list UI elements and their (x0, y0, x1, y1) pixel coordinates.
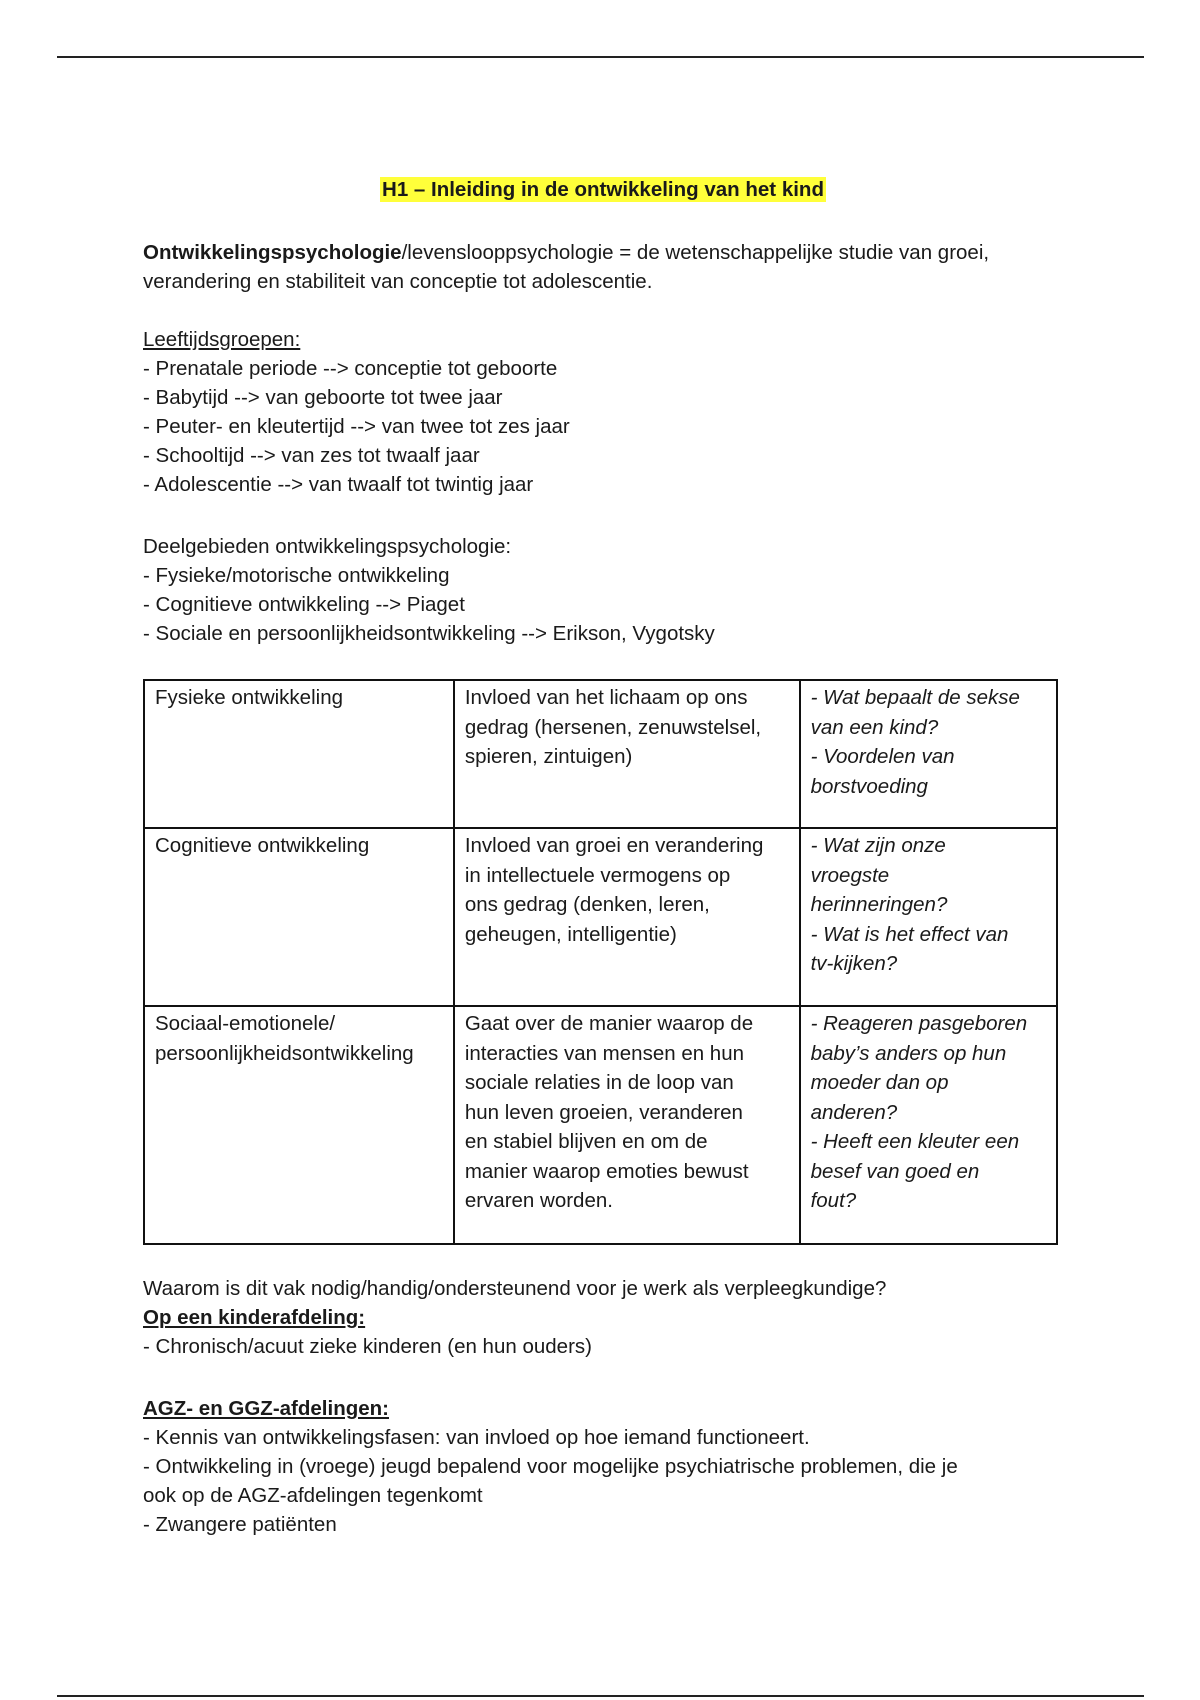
footer-rule (57, 1695, 1144, 1697)
list-item: - Chronisch/acuut zieke kinderen (en hun ouders) (143, 1335, 592, 1358)
table-cell-description (454, 828, 800, 1006)
cell-line: Gaat over de manier waarop de (464, 1012, 754, 1035)
list-item: - Prenatale periode --> conceptie tot geboorte (143, 357, 558, 380)
page-title: H1 – Inleiding in de ontwikkeling van het kind (382, 178, 824, 201)
relevance-question: Waarom is dit vak nodig/handig/ondersteunend voor je werk als verpleegkundige? (143, 1277, 887, 1300)
header-rule (57, 56, 1144, 58)
table-row (144, 828, 1057, 1006)
definition-line-1 (143, 238, 1063, 267)
cell-line: - Reageren pasgeboren (810, 1012, 1028, 1035)
cell-line: spieren, zintuigen) (464, 745, 633, 768)
cell-line: - Heeft een kleuter een (810, 1130, 1020, 1153)
definition-rest: /levenslooppsychologie = de wetenschappelijke studie van groei, (401, 241, 990, 264)
list-item: - Peuter- en kleutertijd --> van twee tot zes jaar (143, 415, 570, 438)
list-item: ook op de AGZ-afdelingen tegenkomt (143, 1484, 483, 1507)
table-cell-questions (800, 828, 1057, 1006)
list-item: - Babytijd --> van geboorte tot twee jaar (143, 386, 503, 409)
development-table (143, 679, 1058, 1245)
age-groups-heading: Leeftijdsgroepen: (143, 328, 301, 351)
cell-line: sociale relaties in de loop van (464, 1071, 734, 1094)
relevance (143, 1274, 1063, 1361)
table-cell-description (454, 1006, 800, 1244)
subfields-heading: Deelgebieden ontwikkelingspsychologie: (143, 535, 512, 558)
list-item: - Fysieke/motorische ontwikkeling (143, 564, 450, 587)
table-row (144, 1006, 1057, 1244)
cell-line: Invloed van groei en verandering (464, 834, 764, 857)
cell-line: ons gedrag (denken, leren, (464, 893, 710, 916)
cell-line: herinneringen? (810, 893, 948, 916)
cell-line: interacties van mensen en hun (464, 1041, 745, 1065)
cell-line: fout? (810, 1189, 857, 1212)
cell-line: Fysieke ontwikkeling (155, 686, 343, 709)
list-item: - Schooltijd --> van zes tot twaalf jaar (143, 444, 480, 467)
list-item: - Ontwikkeling in (vroege) jeugd bepalend voor mogelijke psychiatrische problemen, die je (143, 1455, 958, 1478)
cell-line: tv-kijken? (810, 952, 898, 975)
age-groups (143, 325, 1063, 499)
agz-ggz (143, 1394, 1063, 1539)
cell-line: hun leven groeien, veranderen (464, 1100, 743, 1124)
cell-line: - Voordelen van (810, 745, 955, 768)
table-cell-questions (800, 680, 1057, 828)
list-item: - Cognitieve ontwikkeling --> Piaget (143, 593, 465, 616)
cell-line: ervaren worden. (464, 1189, 613, 1212)
cell-line: Invloed van het lichaam op ons (464, 686, 748, 709)
cell-line: - Wat is het effect van (810, 922, 1009, 946)
list-item: - Zwangere patiënten (143, 1513, 337, 1536)
table-cell-domain (144, 680, 454, 828)
table-cell-domain (144, 828, 454, 1006)
title-wrap (143, 175, 1063, 204)
table-cell-description (454, 680, 800, 828)
table-row (144, 680, 1057, 828)
cell-line: baby’s anders op hun (810, 1041, 1007, 1065)
cell-line: Cognitieve ontwikkeling (155, 834, 370, 857)
cell-line: besef van goed en (810, 1159, 980, 1183)
cell-line: moeder dan op (810, 1071, 949, 1094)
cell-line: gedrag (hersenen, zenuwstelsel, (464, 715, 762, 739)
cell-line: manier waarop emoties bewust (464, 1159, 749, 1183)
cell-line: - Wat bepaalt de sekse (810, 686, 1020, 709)
children-ward-heading: Op een kinderafdeling: (143, 1306, 366, 1329)
table-cell-domain (144, 1006, 454, 1244)
table-cell-questions (800, 1006, 1057, 1244)
cell-line: Sociaal-emotionele/ (155, 1012, 336, 1035)
subfields (143, 532, 1063, 648)
list-item: - Sociale en persoonlijkheidsontwikkeling --> Erikson, Vygotsky (143, 622, 715, 645)
definition-line-2: verandering en stabiliteit van conceptie tot adolescentie. (143, 270, 653, 293)
definition-term: Ontwikkelingspsychologie (143, 241, 402, 264)
list-item: - Adolescentie --> van twaalf tot twintig jaar (143, 473, 534, 496)
list-item: - Kennis van ontwikkelingsfasen: van invloed op hoe iemand functioneert. (143, 1426, 810, 1449)
cell-line: anderen? (810, 1100, 898, 1124)
definition (143, 238, 1063, 296)
cell-line: - Wat zijn onze (810, 834, 946, 857)
cell-line: en stabiel blijven en om de (464, 1130, 708, 1153)
agz-ggz-heading: AGZ- en GGZ-afdelingen: (143, 1397, 389, 1420)
cell-line: van een kind? (810, 715, 939, 739)
cell-line: vroegste (810, 863, 890, 887)
cell-line: in intellectuele vermogens op (464, 863, 731, 887)
cell-line: persoonlijkheidsontwikkeling (155, 1041, 414, 1065)
cell-line: borstvoeding (810, 774, 928, 798)
cell-line: geheugen, intelligentie) (464, 922, 677, 946)
